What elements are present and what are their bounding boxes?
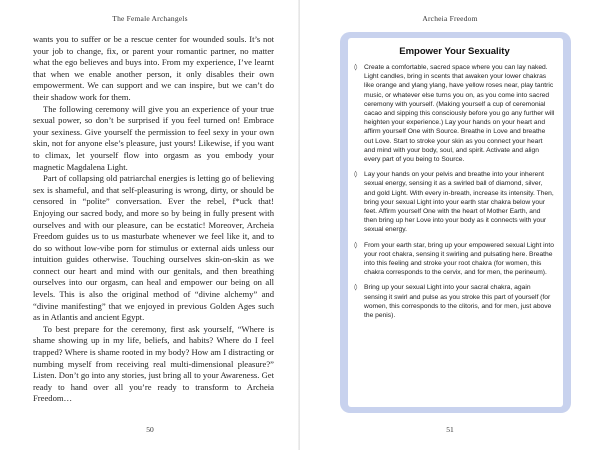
list-item [354,170,555,234]
list-item-text: Create a comfortable, sacred space where you can lay naked. Light candles, bring in scents that awaken your lower chakras like orange and ylang ylang, have yellow roses near, play tantric music, or whatever else turns you on, as you come into sacred ceremony with yourself. (Making yourself a cup of ceremonial cacao and sipping this consciously before you go any further will heighten your experience.) Lay your hands on your heart and affirm yourself One with Source. Breathe in Love and breathe out Love. Start to stroke your skin as you connect your heart and mind with your body, soul, and spirit. Activate and align every part of you being to Source. [364,64,555,164]
list-item-text: Lay your hands on your pelvis and breathe into your inherent sexual energy, sensing it as a swirled ball of diamond, silver, and gold Light. With every in-breath, increase its intensity. Then, bring your sexual Light into your earth star chakra below your feet. Affirm yourself One with the heart of Mother Earth, and then bring up her Love into your body as it connects with your sexual energy. [364,171,554,234]
paragraph: Part of collapsing old patriarchal energies is letting go of believing sex is shameful, and that self-pleasuring is wrong, dirty, or should be censored in “polite” conversation. Ever the rebel, f*uck that! Enjoying our sacred body, and more so by being in fully present with ourselves and with our pleasure, can be ecstatic! Moreover, Archeia Freedom guides us to us masturbate whenever we feel like it, and to do so without low-vibe porn for stimulus or external aids unless our intuition guides otherwise. Touching ourselves skin-on-skin as we connect our heart and mind with our genitals, and then breathing ourselves into our orgasm, can heal and empower our being on all levels. This is also the original method of “divine alchemy” and “divine manifesting” that we enjoyed in previous Golden Ages such as in Atlantis and ancient Egypt. [33,173,274,323]
list-item [354,241,555,278]
ceremony-box-inner [348,38,563,407]
paragraph: To best prepare for the ceremony, first ask yourself, “Where is shame showing up in my life, beliefs, and habits? Where do I feel trapped? Where is shame rooted in my body? How am I distracting or numbing myself from receiving real multi-dimensional pleasure?” Listen. Don’t go into any stories, just bring all to your Awareness. Get ready to hand over all you’re ready to transform to Archeia Freedom… [33,323,274,404]
diamond-bullet-icon: ◊ [354,170,358,179]
list-item [354,283,555,320]
ceremony-box [340,32,571,413]
diamond-bullet-icon: ◊ [354,63,358,71]
right-page [300,0,600,450]
list-item [354,63,555,164]
list-item-text: Bring up your sexual Light into your sacral chakra, again sensing it swirl and pulse as you stroke this part of yourself (for women, this corresponds to the clitoris, and for men, just above the penis). [364,284,552,320]
paragraph: wants you to suffer or be a rescue center for wounded souls. It’s not your job to change, fix, or parent your romantic partner, no matter what the ego believes and buys into. From my experience, I’ve learnt that when we enable another person, it only disables their own empowerment. We can support and we can inspire, but we can’t do their shadow work for them. [33,34,274,102]
paragraph: The following ceremony will give you an experience of your true sexual power, so don’t be surprised if you feel turned on! Embrace your sexiness. Give yourself the permission to feel sexy in your own skin, not for anyone else’s pleasure, just yours! Likewise, if you want to climax, let yourself flow into orgasm as you embody your magnetic Magdalena Light. [33,103,274,172]
right-page-number: 51 [446,425,454,434]
diamond-bullet-icon: ◊ [354,283,358,292]
left-running-head: The Female Archangels [112,14,188,23]
right-running-head: Archeia Freedom [422,14,478,23]
diamond-bullet-icon: ◊ [354,240,358,249]
list-item-text: From your earth star, bring up your empowered sexual Light into your root chakra, sensing it swirling and pulsating here. Breathe into this feeling and stroke your root chakra (for women, this chakra corresponds to the cervix, and for men, the perineum). [364,241,554,277]
box-title: Empower Your Sexuality [399,46,510,57]
left-body-text [33,34,274,405]
left-page-number: 50 [146,425,154,434]
